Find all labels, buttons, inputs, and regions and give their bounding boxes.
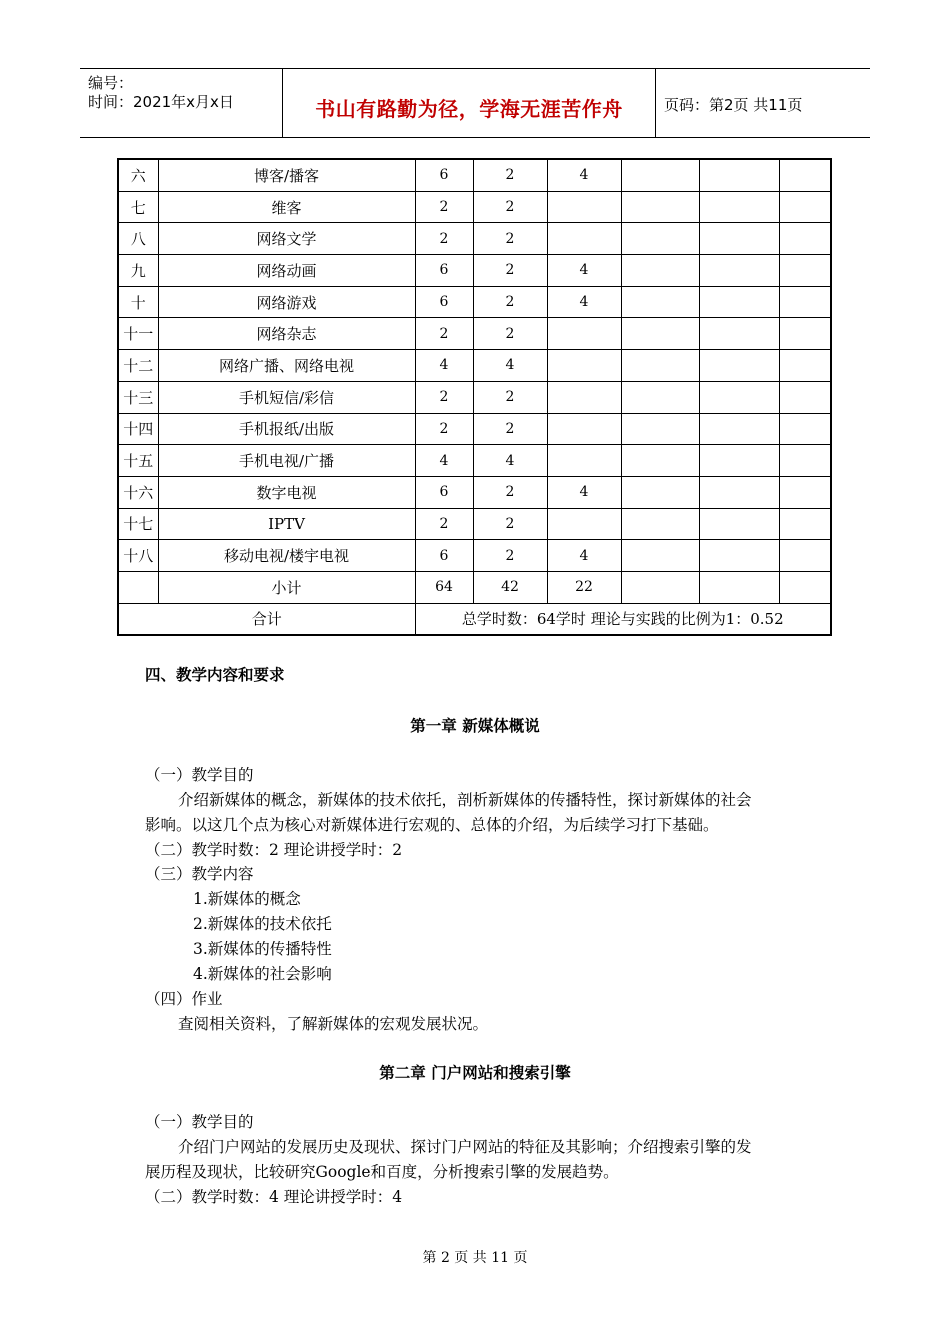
table-row bbox=[118, 350, 831, 382]
chapter1-content-item: 1.新媒体的概念 bbox=[193, 890, 301, 908]
row-index-cell: 八 bbox=[118, 223, 158, 255]
topic-cell: 手机报纸/出版 bbox=[158, 413, 415, 445]
total-hours-cell: 6 bbox=[415, 159, 473, 191]
empty-cell bbox=[779, 571, 831, 603]
theory-hours-cell: 2 bbox=[473, 476, 547, 508]
document-date-label: 时间：2021年x月x日 bbox=[88, 93, 234, 111]
empty-cell bbox=[779, 191, 831, 223]
empty-cell bbox=[621, 255, 699, 287]
empty-cell bbox=[118, 571, 158, 603]
practice-hours-cell bbox=[547, 445, 621, 477]
section-heading: 四、教学内容和要求 bbox=[145, 666, 285, 684]
row-index-cell: 六 bbox=[118, 159, 158, 191]
empty-cell bbox=[779, 350, 831, 382]
document-number-label: 编号： bbox=[88, 74, 134, 92]
empty-cell bbox=[779, 476, 831, 508]
chapter1-objective-label: （一）教学目的 bbox=[145, 766, 254, 784]
total-hours-cell: 2 bbox=[415, 508, 473, 540]
practice-hours-cell: 4 bbox=[547, 476, 621, 508]
row-index-cell: 十一 bbox=[118, 318, 158, 350]
total-hours-cell: 2 bbox=[415, 191, 473, 223]
row-index-cell: 十二 bbox=[118, 350, 158, 382]
empty-cell bbox=[699, 381, 779, 413]
total-hours-cell: 4 bbox=[415, 445, 473, 477]
table-row bbox=[118, 286, 831, 318]
total-hours-cell: 6 bbox=[415, 255, 473, 287]
subtotal-row bbox=[118, 571, 831, 603]
table-row bbox=[118, 381, 831, 413]
table-row bbox=[118, 476, 831, 508]
theory-hours-cell: 2 bbox=[473, 413, 547, 445]
topic-cell: 维客 bbox=[158, 191, 415, 223]
topic-cell: 数字电视 bbox=[158, 476, 415, 508]
row-index-cell: 十四 bbox=[118, 413, 158, 445]
chapter2-objective-line1: 介绍门户网站的发展历史及现状、探讨门户网站的特征及其影响；介绍搜索引擎的发 bbox=[178, 1138, 752, 1156]
row-index-cell: 九 bbox=[118, 255, 158, 287]
row-index-cell: 十三 bbox=[118, 381, 158, 413]
empty-cell bbox=[621, 350, 699, 382]
chapter1-homework-label: （四）作业 bbox=[145, 990, 223, 1008]
topic-cell: 移动电视/楼宇电视 bbox=[158, 540, 415, 572]
practice-hours-cell bbox=[547, 413, 621, 445]
empty-cell bbox=[621, 191, 699, 223]
empty-cell bbox=[779, 286, 831, 318]
header-page-number: 页码：第2页 共11页 bbox=[664, 96, 803, 114]
theory-hours-cell: 2 bbox=[473, 191, 547, 223]
chapter2-objective-label: （一）教学目的 bbox=[145, 1113, 254, 1131]
empty-cell bbox=[621, 476, 699, 508]
table-row bbox=[118, 191, 831, 223]
chapter1-content-label: （三）教学内容 bbox=[145, 865, 254, 883]
theory-hours-cell: 2 bbox=[473, 255, 547, 287]
subtotal-label: 小计 bbox=[158, 571, 415, 603]
row-index-cell: 十六 bbox=[118, 476, 158, 508]
row-index-cell: 十八 bbox=[118, 540, 158, 572]
total-hours-cell: 6 bbox=[415, 540, 473, 572]
total-hours-cell: 2 bbox=[415, 223, 473, 255]
chapter1-homework: 查阅相关资料，了解新媒体的宏观发展状况。 bbox=[178, 1015, 489, 1033]
chapter1-title: 第一章 新媒体概说 bbox=[410, 717, 540, 735]
header-page-cell bbox=[656, 69, 870, 137]
empty-cell bbox=[621, 381, 699, 413]
table-row bbox=[118, 223, 831, 255]
empty-cell bbox=[621, 413, 699, 445]
topic-cell: 网络文学 bbox=[158, 223, 415, 255]
empty-cell bbox=[699, 571, 779, 603]
practice-hours-cell bbox=[547, 191, 621, 223]
topic-cell: 手机短信/彩信 bbox=[158, 381, 415, 413]
total-hours-cell: 2 bbox=[415, 413, 473, 445]
empty-cell bbox=[621, 571, 699, 603]
empty-cell bbox=[699, 413, 779, 445]
table-row bbox=[118, 159, 831, 191]
chapter1-objective-line2: 影响。以这几个点为核心对新媒体进行宏观的、总体的介绍，为后续学习打下基础。 bbox=[145, 816, 719, 834]
empty-cell bbox=[779, 318, 831, 350]
page-footer: 第 2 页 共 11 页 bbox=[422, 1250, 528, 1266]
table-row bbox=[118, 445, 831, 477]
empty-cell bbox=[621, 508, 699, 540]
empty-cell bbox=[779, 223, 831, 255]
chapter2-title: 第二章 门户网站和搜索引擎 bbox=[379, 1064, 571, 1082]
empty-cell bbox=[621, 223, 699, 255]
practice-hours-cell bbox=[547, 350, 621, 382]
empty-cell bbox=[699, 191, 779, 223]
chapter1-hours: （二）教学时数：2 理论讲授学时：2 bbox=[145, 841, 403, 859]
practice-hours-cell: 4 bbox=[547, 540, 621, 572]
empty-cell bbox=[779, 159, 831, 191]
row-index-cell: 十 bbox=[118, 286, 158, 318]
page-header bbox=[80, 68, 870, 138]
empty-cell bbox=[621, 540, 699, 572]
chapter2-hours: （二）教学时数：4 理论讲授学时：4 bbox=[145, 1188, 403, 1206]
empty-cell bbox=[699, 350, 779, 382]
practice-hours-cell bbox=[547, 508, 621, 540]
topic-cell: 网络游戏 bbox=[158, 286, 415, 318]
empty-cell bbox=[779, 381, 831, 413]
empty-cell bbox=[699, 255, 779, 287]
empty-cell bbox=[779, 508, 831, 540]
theory-hours-cell: 2 bbox=[473, 286, 547, 318]
subtotal-practice: 22 bbox=[547, 571, 621, 603]
grand-total-row bbox=[118, 603, 831, 635]
chapter2-objective-line2: 展历程及现状，比较研究Google和百度，分析搜索引擎的发展趋势。 bbox=[145, 1163, 619, 1181]
total-hours-cell: 2 bbox=[415, 318, 473, 350]
chapter1-content-item: 4.新媒体的社会影响 bbox=[193, 965, 332, 983]
table-row bbox=[118, 540, 831, 572]
theory-hours-cell: 2 bbox=[473, 159, 547, 191]
empty-cell bbox=[699, 508, 779, 540]
empty-cell bbox=[621, 159, 699, 191]
practice-hours-cell bbox=[547, 223, 621, 255]
topic-cell: 网络广播、网络电视 bbox=[158, 350, 415, 382]
practice-hours-cell: 4 bbox=[547, 286, 621, 318]
chapter1-content-item: 2.新媒体的技术依托 bbox=[193, 915, 332, 933]
topic-cell: IPTV bbox=[158, 508, 415, 540]
empty-cell bbox=[621, 286, 699, 318]
grand-total-label: 合计 bbox=[118, 603, 415, 635]
subtotal-theory: 42 bbox=[473, 571, 547, 603]
table-row bbox=[118, 255, 831, 287]
grand-total-summary: 总学时数：64学时 理论与实践的比例为1：0.52 bbox=[415, 603, 831, 635]
empty-cell bbox=[779, 255, 831, 287]
practice-hours-cell: 4 bbox=[547, 159, 621, 191]
practice-hours-cell bbox=[547, 318, 621, 350]
header-meta-cell bbox=[80, 69, 283, 137]
empty-cell bbox=[699, 159, 779, 191]
theory-hours-cell: 2 bbox=[473, 318, 547, 350]
table-row bbox=[118, 318, 831, 350]
subtotal-total: 64 bbox=[415, 571, 473, 603]
topic-cell: 网络动画 bbox=[158, 255, 415, 287]
topic-cell: 手机电视/广播 bbox=[158, 445, 415, 477]
header-motto-cell bbox=[283, 69, 656, 137]
row-index-cell: 七 bbox=[118, 191, 158, 223]
topic-cell: 网络杂志 bbox=[158, 318, 415, 350]
empty-cell bbox=[699, 540, 779, 572]
total-hours-cell: 2 bbox=[415, 381, 473, 413]
practice-hours-cell: 4 bbox=[547, 255, 621, 287]
chapter1-content-item: 3.新媒体的传播特性 bbox=[193, 940, 332, 958]
theory-hours-cell: 4 bbox=[473, 350, 547, 382]
empty-cell bbox=[699, 445, 779, 477]
topic-cell: 博客/播客 bbox=[158, 159, 415, 191]
empty-cell bbox=[779, 445, 831, 477]
theory-hours-cell: 2 bbox=[473, 540, 547, 572]
empty-cell bbox=[621, 318, 699, 350]
course-hours-table bbox=[117, 158, 832, 636]
empty-cell bbox=[779, 413, 831, 445]
table-row bbox=[118, 508, 831, 540]
practice-hours-cell bbox=[547, 381, 621, 413]
empty-cell bbox=[699, 286, 779, 318]
empty-cell bbox=[699, 476, 779, 508]
table-row bbox=[118, 413, 831, 445]
empty-cell bbox=[699, 223, 779, 255]
theory-hours-cell: 2 bbox=[473, 223, 547, 255]
chapter1-objective-line1: 介绍新媒体的概念，新媒体的技术依托，剖析新媒体的传播特性，探讨新媒体的社会 bbox=[178, 791, 752, 809]
total-hours-cell: 6 bbox=[415, 476, 473, 508]
theory-hours-cell: 2 bbox=[473, 381, 547, 413]
total-hours-cell: 4 bbox=[415, 350, 473, 382]
header-motto: 书山有路勤为径，学海无涯苦作舟 bbox=[315, 97, 623, 121]
table-body bbox=[118, 159, 831, 635]
row-index-cell: 十五 bbox=[118, 445, 158, 477]
empty-cell bbox=[779, 540, 831, 572]
theory-hours-cell: 4 bbox=[473, 445, 547, 477]
theory-hours-cell: 2 bbox=[473, 508, 547, 540]
empty-cell bbox=[621, 445, 699, 477]
total-hours-cell: 6 bbox=[415, 286, 473, 318]
empty-cell bbox=[699, 318, 779, 350]
row-index-cell: 十七 bbox=[118, 508, 158, 540]
